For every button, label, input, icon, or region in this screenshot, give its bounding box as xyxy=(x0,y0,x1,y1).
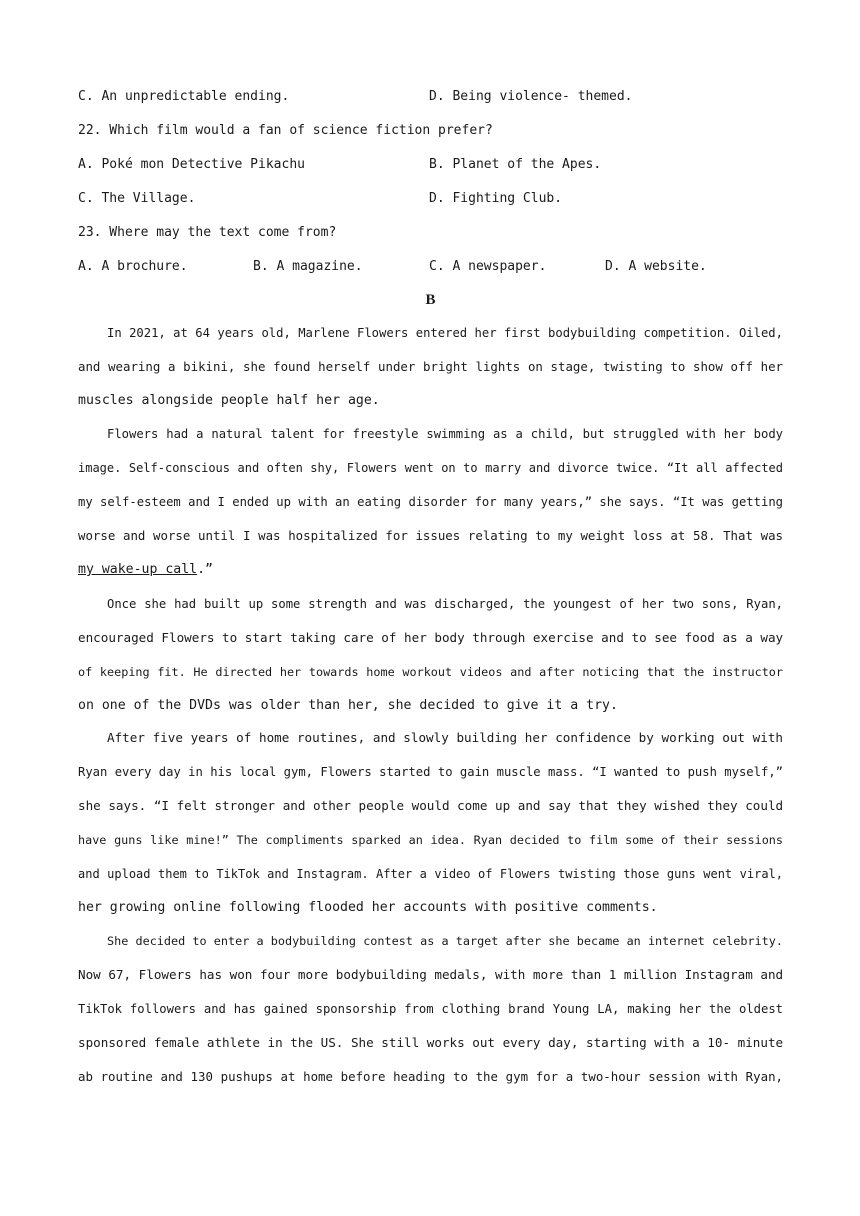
paragraph-5 xyxy=(78,924,783,1094)
q22-option-a: A. Poké mon Detective Pikachu xyxy=(78,157,305,172)
paragraph-4 xyxy=(78,721,783,925)
paragraph-line: Once she had built up some strength and was discharged, the youngest of her two sons, Ryan, xyxy=(107,597,783,611)
paragraph-1 xyxy=(78,316,783,418)
section-title: B xyxy=(425,292,436,308)
paragraph-line: In 2021, at 64 years old, Marlene Flowers entered her first bodybuilding competition. Oiled, xyxy=(107,326,783,340)
underlined-phrase: my wake-up call xyxy=(78,562,198,577)
q21-option-c: C. An unpredictable ending. xyxy=(78,89,290,104)
paragraph-line: Flowers had a natural talent for freestyle swimming as a child, but struggled with her body xyxy=(107,427,783,441)
paragraph-line: encouraged Flowers to start taking care of her body through exercise and to see food as a way xyxy=(78,630,784,645)
paragraph-line: have guns like mine!” The compliments sparked an idea. Ryan decided to film some of their sessions xyxy=(78,833,783,847)
paragraph-line: TikTok followers and has gained sponsorship from clothing brand Young LA, making her the oldest xyxy=(78,1002,783,1016)
q22-stem: 22. Which film would a fan of science fiction prefer? xyxy=(78,123,493,138)
q23-stem: 23. Where may the text come from? xyxy=(78,225,337,240)
paragraph-line: and wearing a bikini, she found herself under bright lights on stage, twisting to show off her xyxy=(78,359,783,374)
paragraph-line xyxy=(78,553,783,587)
q22-option-c: C. The Village. xyxy=(78,191,196,206)
q22-option-d: D. Fighting Club. xyxy=(429,191,563,206)
paragraph-line: Now 67, Flowers has won four more bodybuilding medals, with more than 1 million Instagram and xyxy=(78,967,784,982)
paragraph-line: her growing online following flooded her accounts with positive comments. xyxy=(78,900,658,915)
paragraph-line: of keeping fit. He directed her towards home workout videos and after noticing that the instructor xyxy=(78,665,783,679)
paragraph-line: After five years of home routines, and slowly building her confidence by working out with xyxy=(107,730,783,745)
q23-option-d: D. A website. xyxy=(605,259,707,274)
paragraph-line: Ryan every day in his local gym, Flowers started to gain muscle mass. “I wanted to push myself,” xyxy=(78,765,783,779)
q23-option-b: B. A magazine. xyxy=(253,259,363,274)
paragraph-line: ab routine and 130 pushups at home before heading to the gym for a two-hour session with Ryan, xyxy=(78,1069,783,1084)
q22-option-b: B. Planet of the Apes. xyxy=(429,157,602,172)
paragraph-line: muscles alongside people half her age. xyxy=(78,393,380,408)
paragraph-line: and upload them to TikTok and Instagram. After a video of Flowers twisting those guns went viral, xyxy=(78,867,783,881)
q21-option-d: D. Being violence- themed. xyxy=(429,89,633,104)
q23-option-c: C. A newspaper. xyxy=(429,259,547,274)
q23-option-a: A. A brochure. xyxy=(78,259,188,274)
paragraph-line: image. Self-conscious and often shy, Flowers went on to marry and divorce twice. “It all affected xyxy=(78,461,783,475)
paragraph-3 xyxy=(78,587,783,723)
paragraph-2 xyxy=(78,417,783,587)
paragraph-line: my self-esteem and I ended up with an eating disorder for many years,” she says. “It was getting xyxy=(78,495,783,509)
paragraph-line: sponsored female athlete in the US. She still works out every day, starting with a 10- minute xyxy=(78,1035,784,1050)
paragraph-line: She decided to enter a bodybuilding contest as a target after she became an internet celebrity. xyxy=(107,934,783,948)
closing-quote: .” xyxy=(197,562,213,577)
paragraph-line: she says. “I felt stronger and other people would come up and say that they wished they could xyxy=(78,798,784,813)
paragraph-line: worse and worse until I was hospitalized for issues relating to my weight loss at 58. That was xyxy=(78,528,783,543)
paragraph-line: on one of the DVDs was older than her, she decided to give it a try. xyxy=(78,698,618,713)
